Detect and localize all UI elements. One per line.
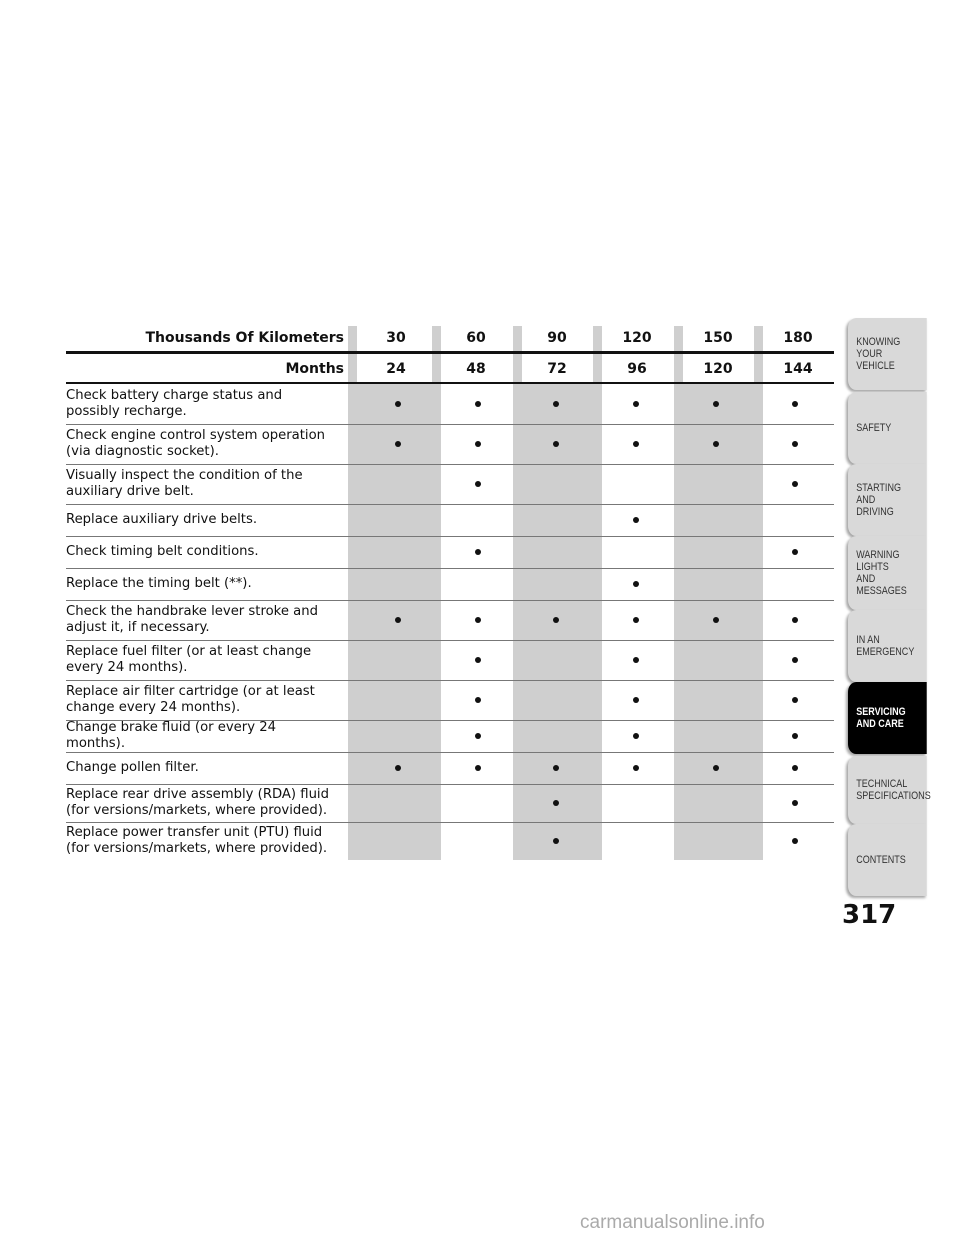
service-mark-bullet bbox=[475, 657, 481, 663]
service-mark-bullet bbox=[475, 617, 481, 623]
service-mark-bullet bbox=[792, 733, 798, 739]
month-value: 48 bbox=[466, 361, 486, 377]
km-value: 150 bbox=[703, 330, 733, 346]
months-header-label: Months bbox=[285, 361, 344, 377]
service-mark-bullet bbox=[792, 549, 798, 555]
table-row-label: Replace air filter cartridge (or at least change every 24 months). bbox=[66, 684, 315, 715]
service-mark-bullet bbox=[792, 401, 798, 407]
page-number: 317 bbox=[842, 900, 897, 930]
service-mark-bullet bbox=[633, 733, 639, 739]
km-value: 90 bbox=[547, 330, 567, 346]
km-value: 120 bbox=[622, 330, 652, 346]
service-mark-bullet bbox=[475, 441, 481, 447]
column-separator bbox=[754, 326, 763, 860]
header-rule bbox=[66, 351, 834, 354]
service-mark-bullet bbox=[475, 733, 481, 739]
km-value: 60 bbox=[466, 330, 486, 346]
service-mark-bullet bbox=[792, 697, 798, 703]
chapter-tab[interactable]: TECHNICAL SPECIFICATIONS bbox=[848, 756, 927, 824]
chapter-tab[interactable]: KNOWING YOUR VEHICLE bbox=[848, 318, 927, 390]
month-value: 72 bbox=[547, 361, 567, 377]
service-mark-bullet bbox=[792, 617, 798, 623]
service-mark-bullet bbox=[633, 517, 639, 523]
column-separator bbox=[348, 326, 357, 860]
column-separator bbox=[674, 326, 683, 860]
table-row-label: Check engine control system operation (via diagnostic socket). bbox=[66, 428, 326, 459]
service-mark-bullet bbox=[553, 441, 559, 447]
chapter-tab[interactable]: IN AN EMERGENCY bbox=[848, 610, 927, 682]
table-row-label: Check the handbrake lever stroke and adjust it, if necessary. bbox=[66, 604, 318, 635]
service-mark-bullet bbox=[475, 697, 481, 703]
service-mark-bullet bbox=[633, 441, 639, 447]
service-mark-bullet bbox=[792, 657, 798, 663]
column-separator bbox=[593, 326, 602, 860]
column-separator bbox=[432, 326, 441, 860]
table-row-label: Change brake fluid (or every 24 months). bbox=[66, 720, 276, 751]
table-row-label: Replace power transfer unit (PTU) fluid (for versions/markets, where provided). bbox=[66, 825, 328, 856]
table-row-label: Visually inspect the condition of the auxiliary drive belt. bbox=[66, 468, 303, 499]
service-mark-bullet bbox=[792, 441, 798, 447]
chapter-tab[interactable]: STARTING AND DRIVING bbox=[848, 464, 927, 536]
service-mark-bullet bbox=[553, 838, 559, 844]
service-mark-bullet bbox=[713, 441, 719, 447]
month-value: 24 bbox=[386, 361, 406, 377]
service-mark-bullet bbox=[395, 401, 401, 407]
table-row-label: Replace the timing belt (**). bbox=[66, 576, 252, 591]
service-mark-bullet bbox=[475, 481, 481, 487]
service-mark-bullet bbox=[553, 617, 559, 623]
service-mark-bullet bbox=[553, 765, 559, 771]
chapter-tab[interactable]: CONTENTS bbox=[848, 824, 927, 896]
table-row-label: Change pollen filter. bbox=[66, 760, 199, 775]
service-mark-bullet bbox=[475, 549, 481, 555]
service-mark-bullet bbox=[633, 401, 639, 407]
service-mark-bullet bbox=[792, 800, 798, 806]
watermark-text: carmanualsonline.info bbox=[580, 1212, 765, 1233]
service-mark-bullet bbox=[633, 657, 639, 663]
service-mark-bullet bbox=[792, 838, 798, 844]
service-mark-bullet bbox=[633, 697, 639, 703]
table-row-label: Check timing belt conditions. bbox=[66, 544, 259, 559]
column-separator bbox=[513, 326, 522, 860]
service-mark-bullet bbox=[395, 617, 401, 623]
service-mark-bullet bbox=[713, 617, 719, 623]
service-mark-bullet bbox=[713, 401, 719, 407]
month-value: 96 bbox=[627, 361, 647, 377]
chapter-tab[interactable]: SERVICING AND CARE bbox=[848, 682, 927, 754]
chapter-tab[interactable]: SAFETY bbox=[848, 392, 927, 464]
service-mark-bullet bbox=[395, 441, 401, 447]
service-mark-bullet bbox=[633, 765, 639, 771]
table-row-label: Replace fuel filter (or at least change every 24 months). bbox=[66, 644, 312, 675]
service-mark-bullet bbox=[395, 765, 401, 771]
km-value: 180 bbox=[783, 330, 813, 346]
km-value: 30 bbox=[386, 330, 406, 346]
service-mark-bullet bbox=[792, 765, 798, 771]
service-mark-bullet bbox=[792, 481, 798, 487]
chapter-tab[interactable]: WARNING LIGHTS AND MESSAGES bbox=[848, 536, 927, 610]
service-mark-bullet bbox=[553, 800, 559, 806]
km-header-label: Thousands Of Kilometers bbox=[145, 330, 344, 346]
month-value: 144 bbox=[783, 361, 813, 377]
service-mark-bullet bbox=[553, 401, 559, 407]
month-value: 120 bbox=[703, 361, 733, 377]
table-row-label: Check battery charge status and possibly recharge. bbox=[66, 388, 283, 419]
service-mark-bullet bbox=[633, 617, 639, 623]
service-mark-bullet bbox=[475, 401, 481, 407]
service-mark-bullet bbox=[475, 765, 481, 771]
service-mark-bullet bbox=[633, 581, 639, 587]
service-mark-bullet bbox=[713, 765, 719, 771]
table-row-label: Replace rear drive assembly (RDA) fluid (for versions/markets, where provided). bbox=[66, 787, 329, 818]
table-row-label: Replace auxiliary drive belts. bbox=[66, 512, 258, 527]
